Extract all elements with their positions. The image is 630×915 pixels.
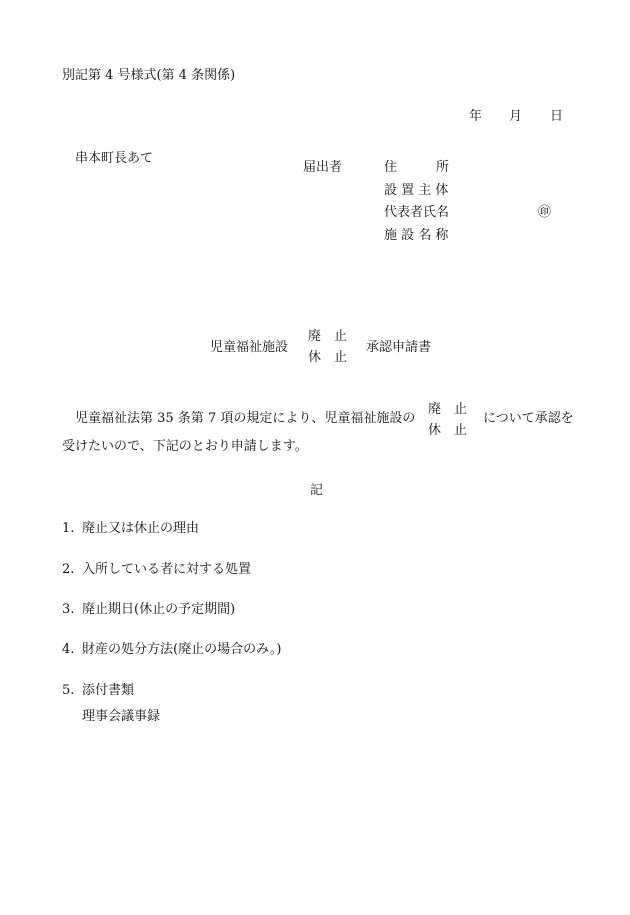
date-day-label: 日 xyxy=(550,109,564,124)
item-text: 財産の処分方法(廃止の場合のみ。) xyxy=(82,642,282,657)
item-text: 入所している者に対する処置 xyxy=(82,562,252,577)
representative-field-label: 代表者氏名 xyxy=(384,205,450,220)
body-option-suspend: 休 止 xyxy=(428,423,468,438)
title-option-stack xyxy=(308,330,347,364)
item-subtext: 理事会議事録 xyxy=(82,709,161,724)
date-month-label: 月 xyxy=(509,109,523,124)
date-year-label: 年 xyxy=(469,109,483,124)
form-reference: 別記第 4 号様式(第 4 条関係) xyxy=(62,68,236,83)
item-number: 1. xyxy=(62,521,75,536)
item-number: 2. xyxy=(62,562,75,577)
applicant-label: 届出者 xyxy=(303,160,343,175)
title-option-suspend: 休 止 xyxy=(308,350,348,365)
addressee: 串本町長あて xyxy=(75,151,154,166)
item-number: 5. xyxy=(62,683,75,698)
address-field-label: 住 所 xyxy=(384,160,450,175)
body-line2: 受けたいので、下記のとおり申請します。 xyxy=(62,439,308,454)
title-option-abolish: 廃 止 xyxy=(308,329,348,344)
title-suffix: 承認申請書 xyxy=(366,340,432,355)
body-line1-part1: 児童福祉法第 35 条第 7 項の規定により、児童福祉施設の xyxy=(75,411,416,426)
body-line1-part2: について承認を xyxy=(483,411,574,426)
seal-mark: ㊞ xyxy=(538,205,552,220)
item-text: 廃止期日(休止の予定期間) xyxy=(82,602,236,617)
item-number: 4. xyxy=(62,642,75,657)
item-number: 3. xyxy=(62,602,75,617)
item-text: 廃止又は休止の理由 xyxy=(82,521,200,536)
body-option-abolish: 廃 止 xyxy=(428,402,468,417)
item-text: 添付書類 xyxy=(82,683,135,698)
founder-field-label: 設 置 主 体 xyxy=(384,183,449,198)
title-prefix: 児童福祉施設 xyxy=(210,340,289,355)
body-option-stack xyxy=(428,403,467,437)
facility-name-field-label: 施 設 名 称 xyxy=(384,228,449,243)
ki-heading: 記 xyxy=(310,483,324,498)
